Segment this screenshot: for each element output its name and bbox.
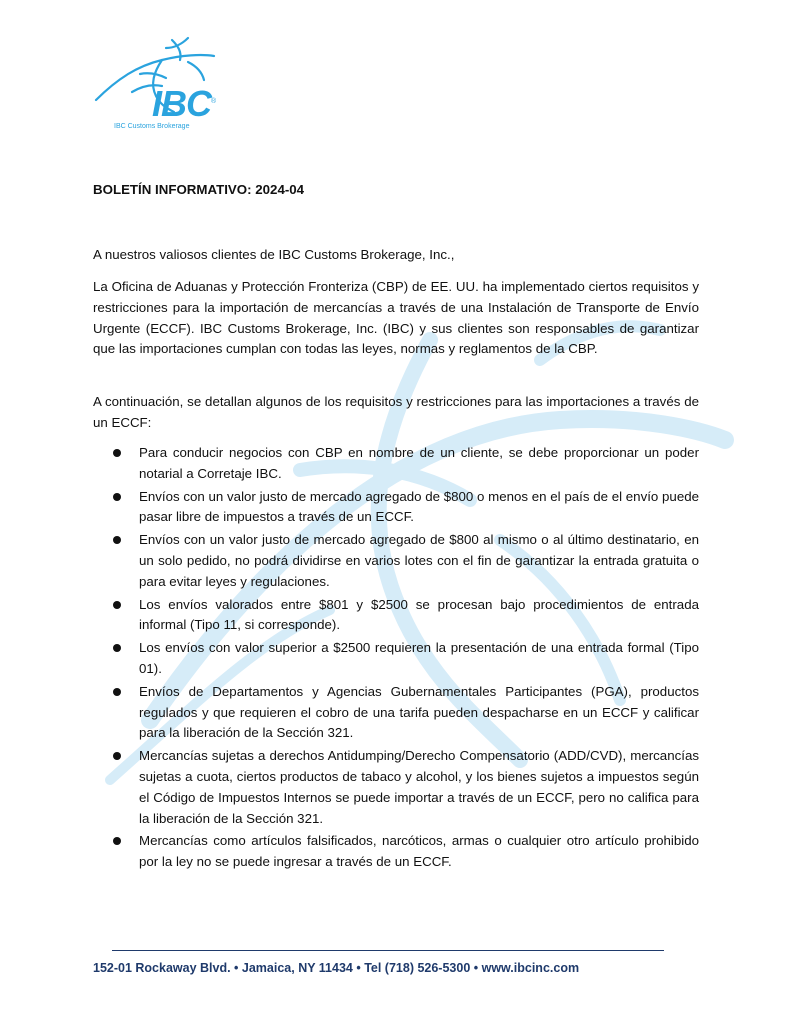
logo-subtitle: IBC Customs Brokerage (114, 123, 190, 130)
list-item: Para conducir negocios con CBP en nombre de un cliente, se debe proporcionar un poder notarial a Corretaje IBC. (93, 443, 699, 485)
requirements-list (93, 443, 699, 875)
list-item: Los envíos con valor superior a $2500 requieren la presentación de una entrada formal (Tipo 01). (93, 638, 699, 680)
list-item: Mercancías como artículos falsificados, narcóticos, armas o cualquier otro artículo prohibido por la ley no se puede ingresar a través de un ECCF. (93, 831, 699, 873)
list-item: Mercancías sujetas a derechos Antidumping/Derecho Compensatorio (ADD/CVD), mercancías sujetas a cuota, ciertos productos de tabaco y alcohol, y los bienes sujetos a impuestos según el Código de Impuestos Internos se puede importar a través de un ECCF, pero no califica para la liberación de la Sección 321. (93, 746, 699, 829)
greeting: A nuestros valiosos clientes de IBC Customs Brokerage, Inc., (93, 247, 455, 262)
bullet-icon (113, 601, 121, 609)
bullet-icon (113, 493, 121, 501)
list-item: Envíos con un valor justo de mercado agregado de $800 al mismo o al último destinatario, en un solo pedido, no podrá dividirse en varios lotes con el fin de garantizar la entrada gratuita o para evitar leyes y regulaciones. (93, 530, 699, 592)
intro-paragraph: La Oficina de Aduanas y Protección Fronteriza (CBP) de EE. UU. ha implementado ciertos requisitos y restricciones para la importación de mercancías a través de una Instalación de Transporte de Envío Urgente (ECCF). IBC Customs Brokerage, Inc. (IBC) y sus clientes son responsables de garantizar que las importaciones cumplan con todas las leyes, normas y reglamentos de la CBP. (93, 279, 699, 357)
list-item: Envíos de Departamentos y Agencias Gubernamentales Participantes (PGA), productos regulados y que requieren el cobro de una tarifa pueden despacharse en un ECCF y calificar para la liberación de la Sección 321. (93, 682, 699, 744)
bullet-icon (113, 536, 121, 544)
list-item: Los envíos valorados entre $801 y $2500 se procesan bajo procedimientos de entrada informal (Tipo 11, si corresponde). (93, 595, 699, 637)
bullet-icon (113, 752, 121, 760)
bullet-icon (113, 449, 121, 457)
logo-brand: IBC® (152, 83, 216, 124)
bulletin-title: BOLETÍN INFORMATIVO: 2024-04 (93, 182, 305, 197)
bullet-icon (113, 688, 121, 696)
list-item: Envíos con un valor justo de mercado agregado de $800 o menos en el país de el envío puede pasar libre de impuestos a través de un ECCF. (93, 487, 699, 529)
bullet-icon (113, 837, 121, 845)
requirements-intro: A continuación, se detallan algunos de los requisitos y restricciones para las importaciones a través de un ECCF: (93, 394, 699, 430)
bullet-icon (113, 644, 121, 652)
footer-divider (112, 950, 664, 951)
footer-address: 152-01 Rockaway Blvd. • Jamaica, NY 11434 • Tel (718) 526-5300 • www.ibcinc.com (93, 961, 580, 975)
